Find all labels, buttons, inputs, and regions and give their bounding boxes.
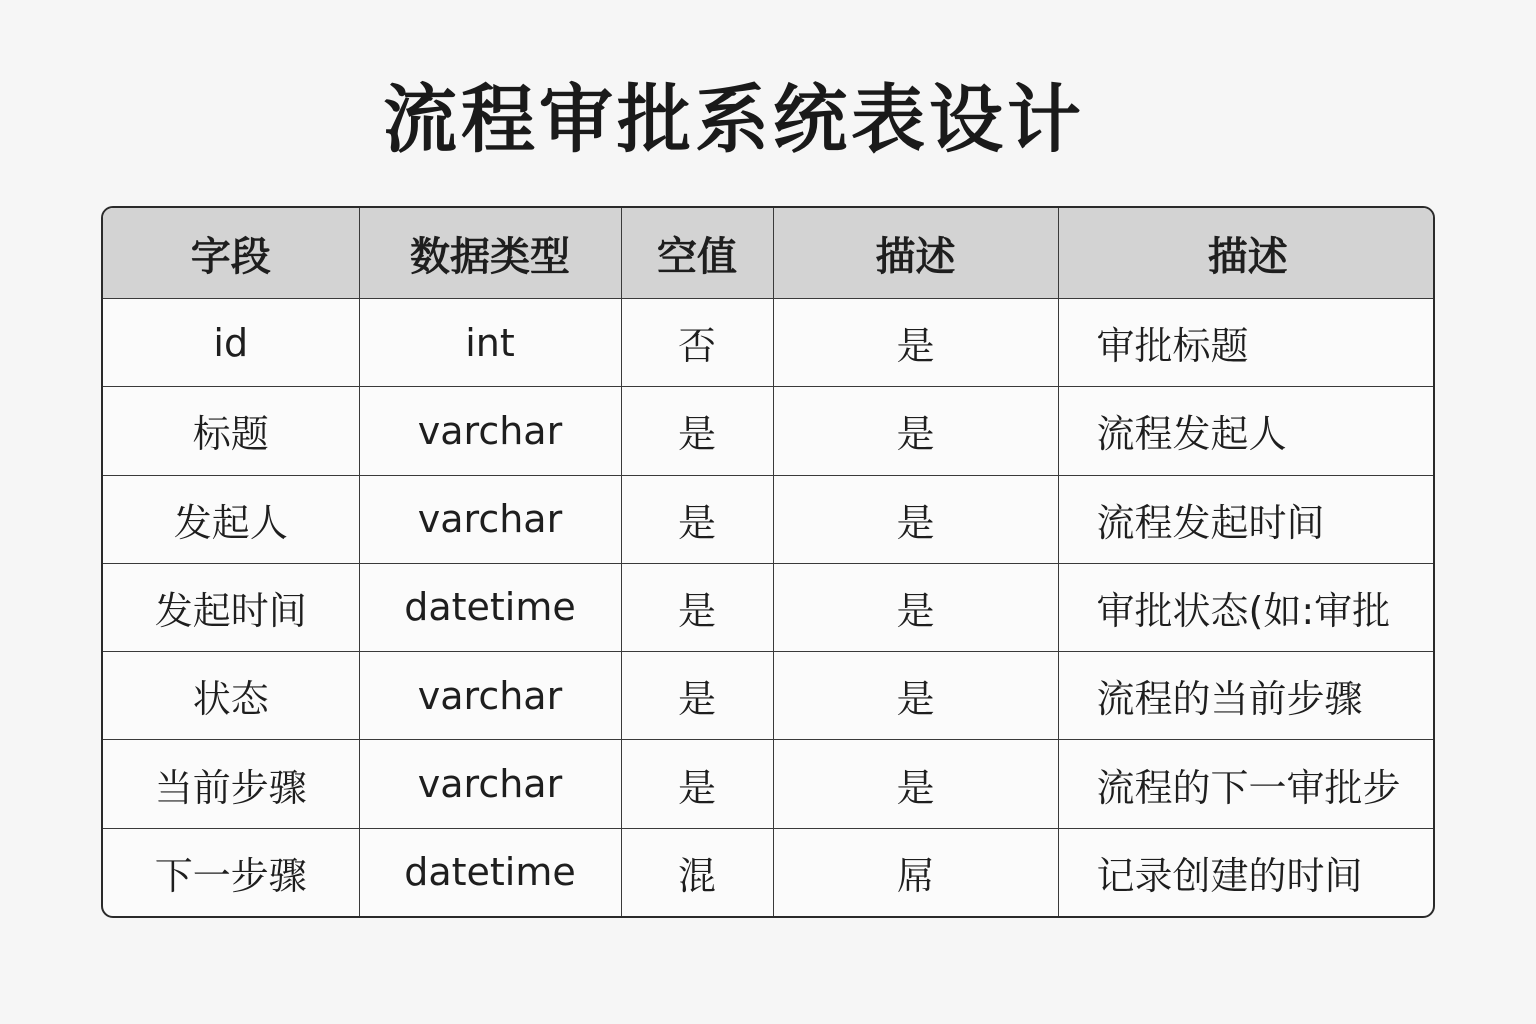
cell-field: 下一步骤 — [103, 828, 359, 916]
cell-description-text: 审批状态(如:审批 — [1058, 563, 1435, 651]
table-row — [103, 563, 1435, 651]
cell-data-type: datetime — [359, 828, 621, 916]
cell-description: 是 — [773, 740, 1058, 828]
cell-description-text: 记录创建的时间 — [1058, 828, 1435, 916]
schema-table-grid — [103, 208, 1435, 916]
header-description-2: 描述 — [1058, 208, 1435, 299]
cell-field: 发起人 — [103, 475, 359, 563]
page-title: 流程审批系统表设计 — [383, 77, 1085, 163]
cell-nullable: 是 — [621, 740, 773, 828]
cell-nullable: 否 — [621, 299, 773, 387]
cell-description-text: 流程发起时间 — [1058, 475, 1435, 563]
cell-data-type: varchar — [359, 387, 621, 475]
cell-description: 是 — [773, 652, 1058, 740]
cell-description-text: 流程的当前步骤 — [1058, 652, 1435, 740]
cell-description-text: 流程的下一审批步 — [1058, 740, 1435, 828]
cell-data-type: varchar — [359, 475, 621, 563]
cell-description: 是 — [773, 299, 1058, 387]
table-row — [103, 828, 1435, 916]
cell-nullable: 是 — [621, 475, 773, 563]
header-nullable: 空值 — [621, 208, 773, 299]
header-data-type: 数据类型 — [359, 208, 621, 299]
cell-field: 标题 — [103, 387, 359, 475]
cell-description: 是 — [773, 387, 1058, 475]
table-row — [103, 475, 1435, 563]
cell-data-type: varchar — [359, 652, 621, 740]
cell-field: 状态 — [103, 652, 359, 740]
cell-nullable: 是 — [621, 652, 773, 740]
cell-description: 屌 — [773, 828, 1058, 916]
cell-description: 是 — [773, 563, 1058, 651]
cell-description: 是 — [773, 475, 1058, 563]
cell-field: 当前步骤 — [103, 740, 359, 828]
table-row — [103, 652, 1435, 740]
table-row — [103, 299, 1435, 387]
schema-table — [101, 206, 1435, 918]
cell-nullable: 是 — [621, 387, 773, 475]
cell-description-text: 审批标题 — [1058, 299, 1435, 387]
header-description-1: 描述 — [773, 208, 1058, 299]
cell-nullable: 混 — [621, 828, 773, 916]
table-row — [103, 740, 1435, 828]
cell-description-text: 流程发起人 — [1058, 387, 1435, 475]
cell-data-type: int — [359, 299, 621, 387]
header-field: 字段 — [103, 208, 359, 299]
cell-field: 发起时间 — [103, 563, 359, 651]
cell-data-type: datetime — [359, 563, 621, 651]
cell-data-type: varchar — [359, 740, 621, 828]
cell-nullable: 是 — [621, 563, 773, 651]
cell-field: id — [103, 299, 359, 387]
table-row — [103, 387, 1435, 475]
table-header-row — [103, 208, 1435, 299]
